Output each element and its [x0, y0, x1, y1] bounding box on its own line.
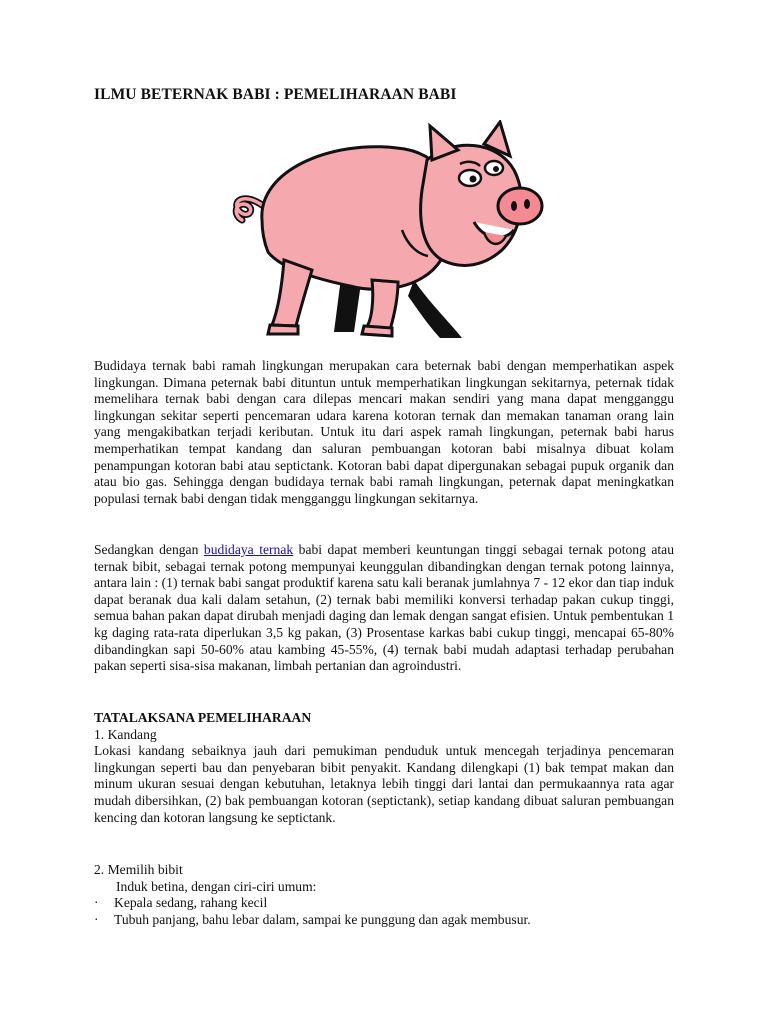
pig-illustration [222, 120, 546, 342]
bullet-text: Tubuh panjang, bahu lebar dalam, sampai ke punggung dan agak membusur. [114, 911, 531, 927]
list-item-memilih-bibit: 2. Memilih bibit [94, 862, 183, 877]
list-item-kandang: 1. Kandang [94, 726, 157, 742]
bullet-marker: · [94, 895, 99, 911]
pig-snout [498, 188, 542, 224]
bullet-text: Kepala sedang, rahang kecil [114, 895, 268, 911]
bullet-item [94, 895, 674, 912]
bibit-section [94, 862, 674, 928]
pig-leg-front-right [408, 280, 462, 338]
induk-betina-subheading: Induk betina, dengan ciri-ciri umum: [116, 878, 317, 894]
budidaya-ternak-link[interactable]: budidaya ternak [203, 542, 294, 557]
section-heading: TATALAKSANA PEMELIHARAAN [94, 710, 312, 725]
kandang-paragraph: Lokasi kandang sebaiknya jauh dari pemukiman penduduk untuk mencegah terjadinya pencemaran lingkungan seperti bau dan penyebaran bibit penyakit. Kandang dilengkapi (1) bak tempat makan dan minum ukuran sesuai dengan kebutuhan, letaknya lebih tinggi dari lantai dan permukaannya rata agar mudah dibersihkan, (2) bak pembuangan kotoran (septictank), setiap kandang dibuat saluran pembuangan kencing dan kotoran langsung ke septictank. [94, 743, 674, 825]
document-title: ILMU BETERNAK BABI : PEMELIHARAAN BABI [94, 86, 457, 103]
management-section [94, 710, 674, 826]
pig-leg-back-left [272, 260, 312, 326]
benefits-text-before: Sedangkan dengan [94, 542, 204, 557]
benefits-paragraph [94, 542, 674, 675]
bullet-marker: · [94, 911, 99, 927]
bullet-item [94, 912, 674, 929]
benefits-text-after: babi dapat memberi keuntungan tinggi sebagai ternak potong atau ternak bibit, sebagai ternak potong mempunyai keunggulan dibandingkan dengan ternak potong lainnya, antara lain : (1) ternak babi sangat produktif karena satu kali beranak jumlahnya 7 - 12 ekor dan tiap induk dapat beranak dua kali dalam setahun, (2) ternak babi memiliki konversi terhadap pakan cukup tinggi, semua bahan pakan dapat dirubah menjadi daging dan lemak dengan sangat efisien. Untuk pembentukan 1 kg daging rata-rata diperlukan 3,5 kg pakan, (3) Prosentase karkas babi cukup tinggi, mencapai 65-80% dibandingkan sapi 50-60% atau kambing 45-55%, (4) ternak babi mudah adaptasi terhadap perubahan pakan seperti sisa-sisa makanan, limbah pertanian dan agroindustri. [94, 542, 674, 674]
intro-paragraph: Budidaya ternak babi ramah lingkungan merupakan cara beternak babi dengan memperhatikan aspek lingkungan. Dimana peternak babi dituntun untuk memperhatikan lingkungan sekitarnya, peternak tidak memelihara ternak babi dengan cara dilepas mencari makan sendiri yang mana dapat mengganggu lingkungan sekitar seperti pencemaran udara karena kotoran ternak dan memakan tanaman orang lain yang mengakibatkan terjadi keributan. Untuk itu dari aspek ramah lingkungan, peternak babi harus memperhatikan tempat kandang dan saluran pembuangan kotoran babi misalnya dibuat kolam penampungan kotoran babi atau septictank. Kotoran babi dapat dipergunakan sebagai pupuk organik dan atau bio gas. Sehingga dengan budidaya ternak babi ramah lingkungan, peternak dapat meningkatkan populasi ternak babi dengan tidak mengganggu lingkungan sekitarnya. [94, 358, 674, 506]
